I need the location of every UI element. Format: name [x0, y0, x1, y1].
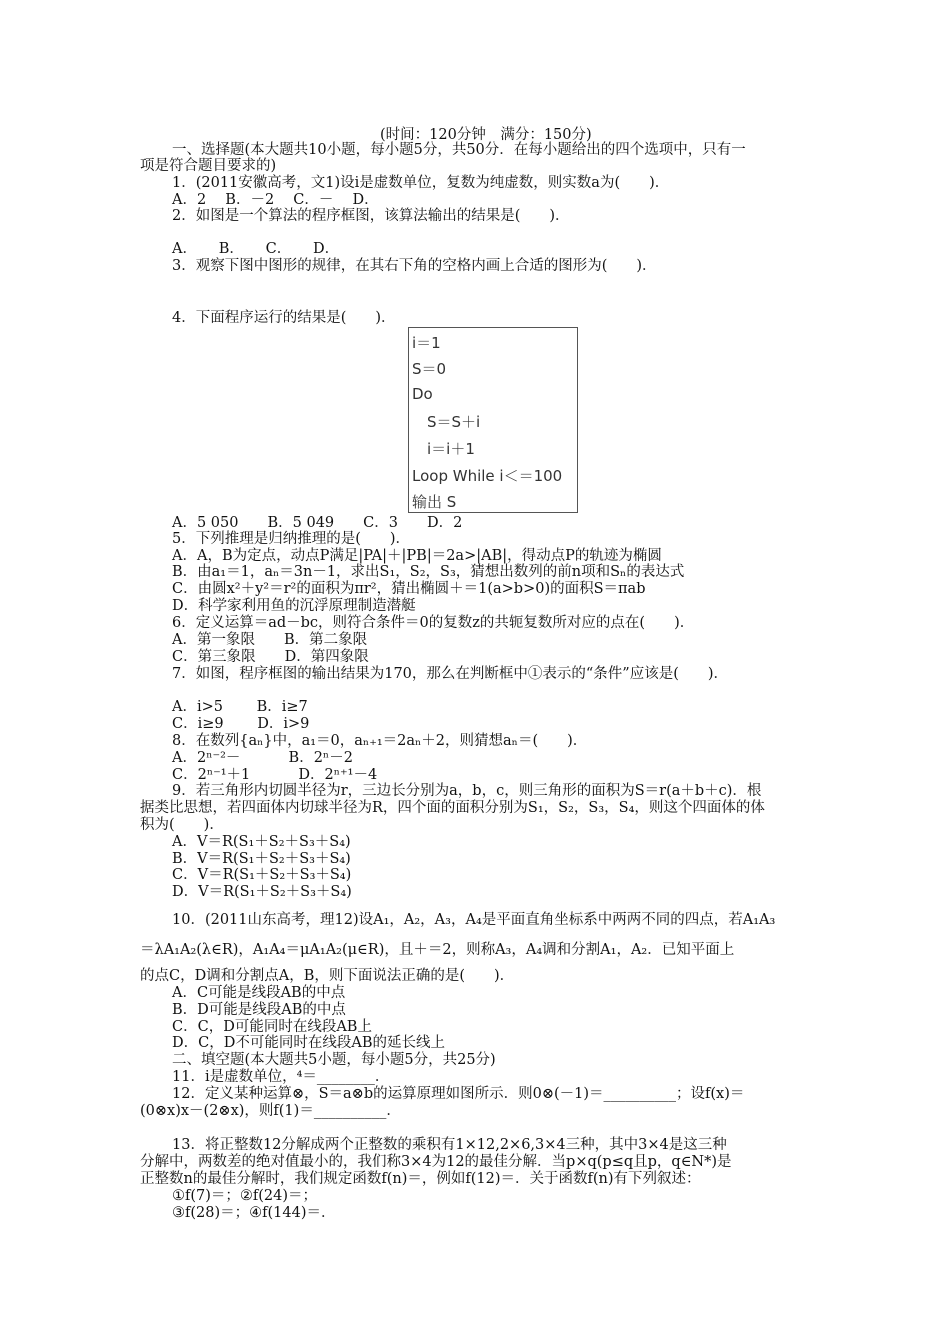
code-line: Do — [412, 385, 433, 403]
q8-options-cd: C．2ⁿ⁻¹＋1 D．2ⁿ⁺¹－4 — [172, 767, 378, 783]
q10-option-a: A．C可能是线段AB的中点 — [172, 985, 346, 1001]
section1-intro-cont: 项是符合题目要求的) — [140, 158, 277, 174]
q5-option-a: A．A，B为定点，动点P满足|PA|＋|PB|＝2a>|AB|，得动点P的轨迹为椭圆 — [172, 548, 662, 564]
q7-stem: 7．如图，程序框图的输出结果为170，那么在判断框中①表示的“条件”应该是( )． — [172, 666, 729, 682]
q2-options: A． B． C． D． — [172, 241, 340, 257]
q13-line5: ③f(28)＝；④f(144)＝． — [172, 1205, 336, 1221]
code-line: Loop While i＜＝100 — [412, 467, 563, 485]
q6-options-ab: A．第一象限 B．第二象限 — [172, 632, 368, 648]
q13-line2: 分解中，两数差的绝对值最小的，我们称3×4为12的最佳分解．当p×q(p≤q且p，q∈N*)是 — [140, 1154, 732, 1170]
q10-option-c: C．C，D可能同时在线段AB上 — [172, 1019, 372, 1035]
q5-option-b: B．由a₁＝1，aₙ＝3n－1，求出S₁，S₂，S₃，猜想出数列的前n项和Sₙ的表达式 — [172, 564, 685, 580]
q9-option-a: A．V＝R(S₁＋S₂＋S₃＋S₄) — [172, 834, 351, 850]
q8-options-ab: A．2ⁿ⁻²－ B．2ⁿ－2 — [172, 750, 353, 766]
q9-line2: 据类比思想，若四面体内切球半径为R，四个面的面积分别为S₁，S₂，S₃，S₄，则这个四面体的体 — [140, 800, 765, 816]
q9-option-c: C．V＝R(S₁＋S₂＋S₃＋S₄) — [172, 867, 352, 883]
q9-option-b: B．V＝R(S₁＋S₂＋S₃＋S₄) — [172, 851, 351, 867]
q5-option-c: C．由圆x²＋y²＝r²的面积为πr²，猜出椭圆＋＝1(a>b>0)的面积S＝πab — [172, 581, 646, 597]
q10-line1: 10．(2011山东高考，理12)设A₁，A₂，A₃，A₄是平面直角坐标系中两两不同的四点，若A₁A₃ — [172, 912, 776, 928]
q7-options-ab: A．i>5 B．i≥7 — [172, 699, 308, 715]
q10-line2: ＝λA₁A₂(λ∈R)，A₁A₄＝μA₁A₂(μ∈R)，且＋＝2，则称A₃，A₄调和分割A₁，A₂．已知平面上 — [140, 942, 735, 958]
time-score-header: (时间：120分钟 满分：150分) — [380, 127, 592, 143]
q1-stem: 1．(2011安徽高考，文1)设i是虚数单位，复数为纯虚数，则实数a为( )． — [172, 175, 670, 191]
q3-stem: 3．观察下图中图形的规律，在其右下角的空格内画上合适的图形为( )． — [172, 258, 657, 274]
q10-line3: 的点C，D调和分割点A，B，则下面说法正确的是( )． — [140, 968, 515, 984]
q8-stem: 8．在数列{aₙ}中，a₁＝0，aₙ₊₁＝2aₙ＋2，则猜想aₙ＝( )． — [172, 733, 588, 749]
q9-option-d: D．V＝R(S₁＋S₂＋S₃＋S₄) — [172, 884, 352, 900]
q6-options-cd: C．第三象限 D．第四象限 — [172, 649, 369, 665]
q10-option-d: D．C，D不可能同时在线段AB的延长线上 — [172, 1035, 445, 1051]
q9-line3: 积为( )． — [140, 817, 224, 833]
code-line: 输出 S — [412, 493, 457, 511]
q1-options: A．2 B．－2 C．－ D． — [172, 192, 379, 208]
code-line: i＝1 — [412, 334, 441, 352]
q10-option-b: B．D可能是线段AB的中点 — [172, 1002, 346, 1018]
code-line: S＝0 — [412, 360, 447, 378]
q11-stem: 11．i是虚数单位，⁴＝________． — [172, 1069, 390, 1085]
q13-line4: ①f(7)＝；②f(24)＝； — [172, 1188, 318, 1204]
q13-line3: 正整数n的最佳分解时，我们规定函数f(n)＝，例如f(12)＝．关于函数f(n)有下列叙述： — [140, 1171, 701, 1187]
section1-intro: 一、选择题(本大题共10小题，每小题5分，共50分．在每小题给出的四个选项中，只有一 — [172, 142, 746, 158]
q6-stem: 6．定义运算＝ad－bc，则符合条件＝0的复数z的共轭复数所对应的点在( )． — [172, 615, 695, 631]
q4-stem: 4．下面程序运行的结果是( )． — [172, 310, 396, 326]
q9-line1: 9．若三角形内切圆半径为r，三边长分别为a，b，c，则三角形的面积为S＝r(a＋b＋c)．根 — [172, 783, 762, 799]
q13-line1: 13．将正整数12分解成两个正整数的乘积有1×12,2×6,3×4三种，其中3×4是这三种 — [172, 1137, 727, 1153]
section2-intro: 二、填空题(本大题共5小题，每小题5分，共25分) — [172, 1052, 496, 1068]
q2-stem: 2．如图是一个算法的程序框图，该算法输出的结果是( )． — [172, 208, 570, 224]
q5-stem: 5．下列推理是归纳推理的是( )． — [172, 531, 411, 547]
q5-option-d: D．科学家利用鱼的沉浮原理制造潜艇 — [172, 598, 416, 614]
q12-line1: 12．定义某种运算⊗，S＝a⊗b的运算原理如图所示．则0⊗(－1)＝__________；设f(x)＝ — [172, 1086, 745, 1102]
q7-options-cd: C．i≥9 D．i>9 — [172, 716, 310, 732]
code-line: S＝S＋i — [412, 413, 481, 431]
code-line: i＝i＋1 — [412, 440, 475, 458]
q4-code-box — [408, 327, 578, 513]
q4-options: A．5 050 B．5 049 C．3 D．2 — [172, 515, 463, 531]
q12-line2: (0⊗x)x－(2⊗x)，则f(1)＝__________． — [140, 1103, 401, 1119]
